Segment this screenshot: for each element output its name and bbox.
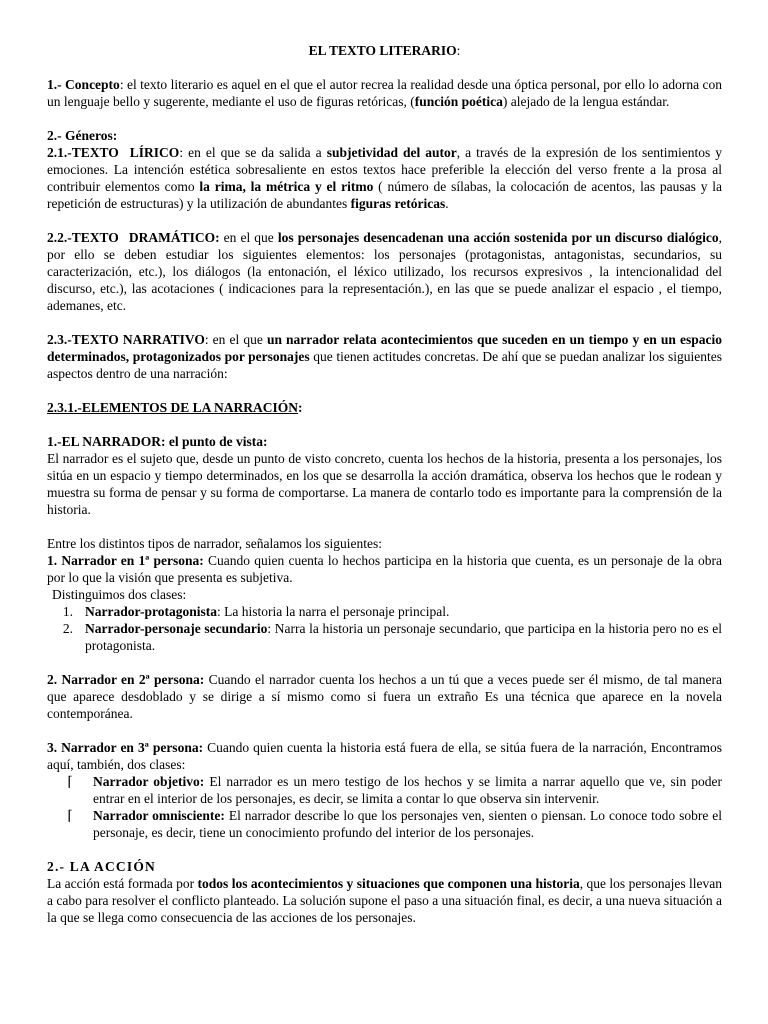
narrativo-label: 2.3.-TEXTO NARRATIVO: [47, 332, 205, 347]
dramatico-bold: los personajes desencadenan una acción sostenida por un discurso dialógico: [277, 230, 719, 245]
segunda-persona-paragraph: [47, 671, 722, 722]
list-item: [47, 620, 722, 654]
narrativo-paragraph: [47, 331, 722, 382]
accion-heading-text: 2.- LA ACCIÓN: [47, 859, 156, 874]
tercera-persona-paragraph: [47, 739, 722, 773]
primera-persona-paragraph: [47, 552, 722, 586]
list-item-label: Narrador-protagonista: [85, 604, 217, 619]
elementos-heading: [47, 399, 722, 416]
bullet-icon: ⌈: [67, 808, 73, 823]
bullet-icon: ⌈: [67, 774, 73, 789]
accion-text-2: , que los personajes llevan a cabo para resolver el conflicto planteado. La solución supone el paso a una situación final, es decir, a una nueva situación a la que se llega como consecuencia de las acciones de los personajes.: [47, 876, 722, 925]
primera-persona-text: Cuando quien cuenta lo hechos participa en la historia que cuenta, es un personaje de la obra por lo que la visión que presenta es subjetiva.: [47, 553, 722, 585]
lirico-text-2: , a través de la expresión de los sentimientos y emociones. La intención estética sobresaliente en estos textos hace preferible la elección del verso frente a la prosa al contribuir elementos como: [47, 145, 723, 194]
accion-heading: [47, 858, 722, 875]
primera-list: [47, 603, 722, 654]
narrador-paragraph: El narrador es el sujeto que, desde un punto de visto concreto, cuenta los hechos de la historia, presenta a los personajes, los sitúa en un espacio y tiempo determinados, en los que se desarrolla la acción dramática, observa los hechos que le rodean y muestra su forma de pensar y su forma de comportarse. La manera de contarlo todo es importante para la comprensión de la historia.: [47, 451, 722, 517]
list-item-label: Narrador objetivo:: [93, 774, 205, 789]
lirico-bold-1: subjetividad del autor: [326, 145, 457, 160]
segunda-persona-text: Cuando el narrador cuenta los hechos a un tú que a veces puede ser él mismo, de tal manera que aparece desdoblado y se dirige a sí mismo como si fuera un extraño Es una técnica que aparece en la novela contemporánea.: [47, 672, 722, 721]
dramatico-paragraph: [47, 229, 722, 314]
list-item-text: El narrador es un mero testigo de los hechos y se limita a narrar aquello que ve, sin poder entrar en el interior de los personajes, es decir, se limita a contar lo que observa sin intervenir.: [93, 774, 722, 806]
tercera-persona-label: 3. Narrador en 3ª persona:: [47, 740, 204, 755]
narrador-heading-text: 1.-EL NARRADOR: el punto de vista:: [47, 434, 268, 449]
concepto-bold: función poética: [414, 94, 503, 109]
generos-label: 2.- Géneros:: [47, 128, 118, 143]
list-item: [47, 807, 722, 841]
dramatico-text: en el que: [219, 230, 278, 245]
list-item-text: : La historia la narra el personaje principal.: [217, 604, 450, 619]
segunda-persona-label: 2. Narrador en 2ª persona:: [47, 672, 205, 687]
list-item-label: Narrador-personaje secundario: [85, 621, 268, 636]
list-item-label: Narrador omnisciente:: [93, 808, 225, 823]
narrador-heading: [47, 433, 722, 450]
lirico-label: 2.1.-TEXTO LÍRICO: [47, 145, 180, 160]
primera-clases-intro: Distinguimos dos clases:: [52, 587, 187, 602]
lirico-paragraph: [47, 144, 722, 212]
lirico-text-3: ( número de sílabas, la colocación de acentos, las pausas y la repetición de estructuras) y la utilización de abundantes: [47, 179, 723, 211]
lirico-text: : en el que se da salida a: [179, 145, 327, 160]
accion-bold: todos los acontecimientos y situaciones que componen una historia: [197, 876, 580, 891]
concepto-text: : el texto literario es aquel en el que el autor recrea la realidad desde una óptica personal, por ello lo adorna con un lenguaje bello y sugerente, mediante el uso de figuras retóricas, (: [47, 77, 722, 109]
generos-heading: [47, 127, 722, 144]
page-title: [47, 42, 722, 59]
narrativo-bold: un narrador relata acontecimientos que suceden en un tiempo y en un espacio determinados, protagonizados por personajes: [47, 332, 723, 364]
accion-paragraph: [47, 875, 722, 926]
title-text: EL TEXTO LITERARIO: [308, 43, 457, 58]
lirico-text-4: .: [445, 196, 449, 211]
list-number: 2.: [62, 621, 73, 636]
elementos-label: 2.3.1.-ELEMENTOS DE LA NARRACIÓN: [47, 400, 299, 415]
tercera-list: [47, 773, 722, 841]
concepto-paragraph: [47, 76, 722, 110]
dramatico-label: 2.2.-TEXTO DRAMÁTICO:: [47, 230, 220, 245]
list-item: [47, 603, 722, 620]
primera-persona-label: 1. Narrador en 1ª persona:: [47, 553, 204, 568]
narrativo-text: : en el que: [204, 332, 267, 347]
lirico-bold-3: figuras retóricas: [350, 196, 446, 211]
tipos-intro: Entre los distintos tipos de narrador, señalamos los siguientes:: [47, 536, 383, 551]
list-number: 1.: [62, 604, 73, 619]
list-item: [47, 773, 722, 807]
elementos-colon: :: [298, 400, 303, 415]
list-item-text: : Narra la historia un personaje secundario, que participa en la historia pero no es el protagonista.: [85, 621, 722, 653]
concepto-label: 1.- Concepto: [47, 77, 120, 92]
dramatico-text-2: , por ello se deben estudiar los siguientes elementos: los personajes (protagonistas, antagonistas, secundarios, su caracterización, etc.), los diálogos (la entonación, el léxico utilizado, los recursos expresivos , la intencionalidad del discurso, etc.), las acotaciones ( indicaciones para la representación.), en las que se puede analizar el espacio , el tiempo, ademanes, etc.: [47, 230, 722, 313]
concepto-text-end: ) alejado de la lengua estándar.: [502, 94, 670, 109]
narrativo-text-2: que tienen actitudes concretas. De ahí que se puedan analizar los siguientes aspectos dentro de una narración:: [47, 349, 722, 381]
tercera-persona-text: Cuando quien cuenta la historia está fuera de ella, se sitúa fuera de la narración, Encontramos aquí, también, dos clases:: [47, 740, 722, 772]
accion-text: La acción está formada por: [47, 876, 198, 891]
lirico-bold-2: la rima, la métrica y el ritmo: [199, 179, 374, 194]
list-item-text: El narrador describe lo que los personajes ven, sienten o piensan. Lo conoce todo sobre el personaje, es decir, tiene un conocimiento profundo del interior de los personajes.: [93, 808, 722, 840]
title-colon: :: [456, 43, 461, 58]
